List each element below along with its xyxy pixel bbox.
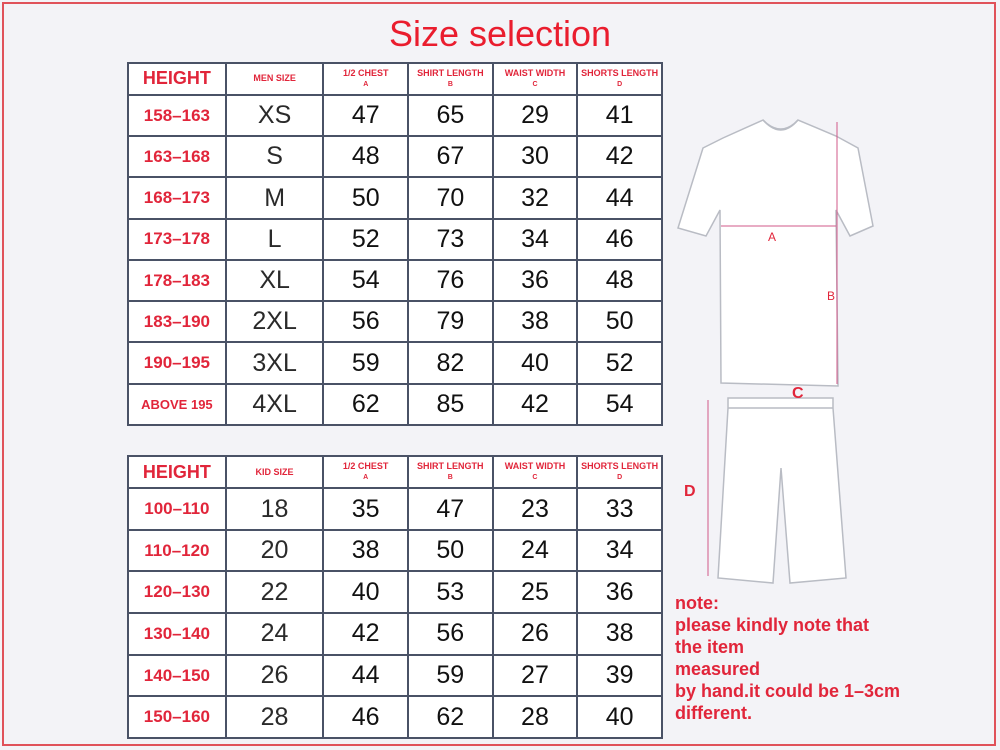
header-chest xyxy=(323,63,408,95)
header-chest-sub: A xyxy=(363,80,369,88)
note-line: please kindly note that xyxy=(675,615,870,635)
measure-cell: 50 xyxy=(408,530,493,572)
table-row xyxy=(128,613,662,655)
height-cell: 150–160 xyxy=(128,696,226,738)
shorts-outline xyxy=(718,398,846,583)
garment-diagram xyxy=(668,108,998,588)
measure-cell: 40 xyxy=(577,696,662,738)
table-row xyxy=(128,177,662,218)
measure-cell: 36 xyxy=(577,571,662,613)
table-row xyxy=(128,571,662,613)
header-row xyxy=(128,456,662,488)
header-shirt xyxy=(408,63,493,95)
measure-cell: 42 xyxy=(577,136,662,177)
measure-cell: 46 xyxy=(323,696,408,738)
header-waist-label: WAIST WIDTH xyxy=(504,67,566,78)
header-height-label: HEIGHT xyxy=(142,461,211,482)
label-d: D xyxy=(684,483,696,500)
header-waist xyxy=(493,63,578,95)
tshirt-outline xyxy=(678,120,873,386)
header-shorts-label: SHORTS LENGTH xyxy=(581,67,659,78)
size-cell: XL xyxy=(226,260,324,301)
height-cell: 168–173 xyxy=(128,177,226,218)
header-size xyxy=(226,63,324,95)
measure-cell: 50 xyxy=(577,301,662,342)
measure-cell: 39 xyxy=(577,655,662,697)
header-shorts-sub: D xyxy=(617,80,623,88)
header-shorts xyxy=(577,63,662,95)
table-row xyxy=(128,260,662,301)
note-line: by hand.it could be 1–3cm xyxy=(675,681,901,701)
height-cell: 190–195 xyxy=(128,342,226,383)
measure-cell: 42 xyxy=(323,613,408,655)
header-waist-sub: C xyxy=(532,80,538,88)
measure-cell: 26 xyxy=(493,613,578,655)
table-row xyxy=(128,530,662,572)
measure-cell: 76 xyxy=(408,260,493,301)
size-cell: 4XL xyxy=(226,384,324,425)
height-cell: 110–120 xyxy=(128,530,226,572)
height-cell: ABOVE 195 xyxy=(128,384,226,425)
size-cell: 28 xyxy=(226,696,324,738)
measure-cell: 28 xyxy=(493,696,578,738)
height-cell: 178–183 xyxy=(128,260,226,301)
size-cell: M xyxy=(226,177,324,218)
measure-cell: 35 xyxy=(323,488,408,530)
measure-cell: 48 xyxy=(577,260,662,301)
measure-cell: 40 xyxy=(323,571,408,613)
note-line: different. xyxy=(675,703,753,723)
header-chest-sub: A xyxy=(363,474,369,482)
header-height-label: HEIGHT xyxy=(142,68,211,89)
header-size-label: MEN SIZE xyxy=(253,73,296,84)
measure-cell: 73 xyxy=(408,219,493,260)
note-line: note: xyxy=(675,593,719,613)
height-cell: 163–168 xyxy=(128,136,226,177)
measure-cell: 85 xyxy=(408,384,493,425)
header-waist xyxy=(493,456,578,488)
header-shirt-sub: B xyxy=(447,80,453,88)
measure-cell: 48 xyxy=(323,136,408,177)
header-waist-sub: C xyxy=(532,474,538,482)
table-row xyxy=(128,95,662,136)
measure-cell: 70 xyxy=(408,177,493,218)
measure-cell: 38 xyxy=(493,301,578,342)
label-a: A xyxy=(768,230,777,244)
header-shorts-sub: D xyxy=(617,474,623,482)
table-row xyxy=(128,384,662,425)
measure-cell: 59 xyxy=(323,342,408,383)
table-row xyxy=(128,136,662,177)
header-height xyxy=(128,456,226,488)
measure-cell: 46 xyxy=(577,219,662,260)
measure-cell: 30 xyxy=(493,136,578,177)
size-cell: 3XL xyxy=(226,342,324,383)
label-b: B xyxy=(827,289,836,303)
table-row xyxy=(128,301,662,342)
size-cell: S xyxy=(226,136,324,177)
measure-cell: 25 xyxy=(493,571,578,613)
height-cell: 100–110 xyxy=(128,488,226,530)
size-cell: 24 xyxy=(226,613,324,655)
height-cell: 158–163 xyxy=(128,95,226,136)
measure-cell: 56 xyxy=(323,301,408,342)
label-c: C xyxy=(792,385,804,402)
measure-cell: 79 xyxy=(408,301,493,342)
measure-cell: 56 xyxy=(408,613,493,655)
header-height xyxy=(128,63,226,95)
height-cell: 183–190 xyxy=(128,301,226,342)
header-size xyxy=(226,456,324,488)
measurement-note xyxy=(675,592,995,724)
table-row xyxy=(128,488,662,530)
header-chest-label: 1/2 CHEST xyxy=(342,461,389,472)
measure-cell: 52 xyxy=(577,342,662,383)
note-line: the item xyxy=(675,637,745,657)
measure-cell: 34 xyxy=(577,530,662,572)
measure-cell: 29 xyxy=(493,95,578,136)
height-cell: 130–140 xyxy=(128,613,226,655)
header-shirt-label: SHIRT LENGTH xyxy=(417,461,484,472)
header-shirt xyxy=(408,456,493,488)
measure-cell: 53 xyxy=(408,571,493,613)
measure-cell: 62 xyxy=(323,384,408,425)
header-shirt-label: SHIRT LENGTH xyxy=(417,67,484,78)
measure-cell: 23 xyxy=(493,488,578,530)
measure-cell: 38 xyxy=(323,530,408,572)
measure-cell: 62 xyxy=(408,696,493,738)
size-cell: 2XL xyxy=(226,301,324,342)
measure-cell: 36 xyxy=(493,260,578,301)
measure-cell: 24 xyxy=(493,530,578,572)
header-chest xyxy=(323,456,408,488)
page-title: Size selection xyxy=(388,13,612,54)
measure-cell: 38 xyxy=(577,613,662,655)
header-row xyxy=(128,63,662,95)
measure-cell: 44 xyxy=(323,655,408,697)
height-cell: 173–178 xyxy=(128,219,226,260)
size-cell: 22 xyxy=(226,571,324,613)
header-waist-label: WAIST WIDTH xyxy=(504,461,566,472)
size-cell: 26 xyxy=(226,655,324,697)
table-row xyxy=(128,696,662,738)
measure-cell: 41 xyxy=(577,95,662,136)
height-cell: 140–150 xyxy=(128,655,226,697)
note-line: measured xyxy=(675,659,761,679)
height-cell: 120–130 xyxy=(128,571,226,613)
measure-cell: 54 xyxy=(323,260,408,301)
measure-cell: 33 xyxy=(577,488,662,530)
measure-cell: 67 xyxy=(408,136,493,177)
measure-cell: 27 xyxy=(493,655,578,697)
table-row xyxy=(128,219,662,260)
measure-cell: 47 xyxy=(408,488,493,530)
measure-cell: 50 xyxy=(323,177,408,218)
men-size-table xyxy=(127,62,663,426)
size-cell: XS xyxy=(226,95,324,136)
header-shorts-label: SHORTS LENGTH xyxy=(581,461,659,472)
measure-cell: 65 xyxy=(408,95,493,136)
header-chest-label: 1/2 CHEST xyxy=(342,67,389,78)
header-shorts xyxy=(577,456,662,488)
measure-cell: 44 xyxy=(577,177,662,218)
measure-cell: 52 xyxy=(323,219,408,260)
measure-cell: 82 xyxy=(408,342,493,383)
measure-cell: 40 xyxy=(493,342,578,383)
measure-cell: 42 xyxy=(493,384,578,425)
header-size-label: KID SIZE xyxy=(255,466,294,477)
table-row xyxy=(128,655,662,697)
measure-cell: 47 xyxy=(323,95,408,136)
kid-size-table xyxy=(127,455,663,739)
size-cell: L xyxy=(226,219,324,260)
header-shirt-sub: B xyxy=(447,474,453,482)
measure-cell: 34 xyxy=(493,219,578,260)
size-cell: 20 xyxy=(226,530,324,572)
measure-cell: 32 xyxy=(493,177,578,218)
size-cell: 18 xyxy=(226,488,324,530)
table-row xyxy=(128,342,662,383)
measure-cell: 59 xyxy=(408,655,493,697)
measure-cell: 54 xyxy=(577,384,662,425)
